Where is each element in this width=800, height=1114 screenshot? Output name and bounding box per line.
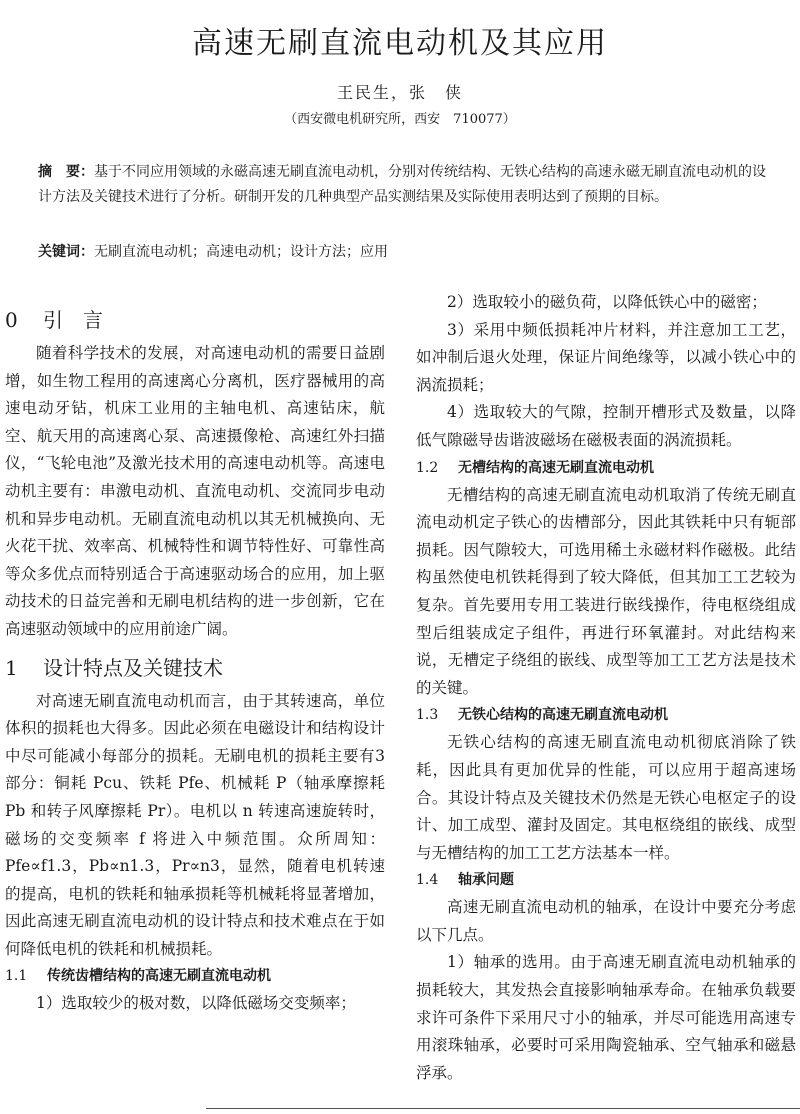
keywords (38, 240, 768, 265)
keywords-label: 关键词： (38, 244, 94, 260)
list-item-4: 4）选取较大的气隙，控制开槽形式及数量，以降低气隙磁导齿谐波磁场在磁极表面的涡流损耗。 (416, 403, 796, 449)
list-item-1: 1）选取较少的极对数，以降低磁场交变频率； (36, 994, 356, 1013)
section-1-3-heading (416, 702, 796, 729)
section-1-paragraph: 对高速无刷直流电动机而言，由于其转速高，单位体积的损耗也大得多。因此必须在电磁设计和结构设计中尽可能减小每部分的损耗。无刷电机的损耗主要有3部分：铜耗 Pcu、铁耗 Pfe、机械耗 P（轴承摩擦耗 Pb 和转子风摩擦耗 Pr）。电机以 n 转速高速旋转时，磁场的交变频率 f 将进入中频范围。众所周知：Pfe∝f1.3，Pb∝n1.3，Pr∝n3，显然，随着电机转速的提高，电机的铁耗和轴承损耗等机械耗将显著增加，因此高速无刷直流电动机的设计特点和技术难点在于如何降低电机的铁耗和机械损耗。 (5, 691, 385, 958)
intro-paragraph: 随着科学技术的发展，对高速电动机的需要日益剧增，如生物工程用的高速离心分离机，医疗器械用的高速电动牙钻，机床工业用的主轴电机、高速钻床，航空、航天用的高速离心泵、高速摄像枪、高速红外扫描仪，“飞轮电池”及激光技术用的高速电动机等。高速电动机主要有：串激电动机、直流电动机、交流同步电动机和异步电动机。无刷直流电动机以其无机械换向、无火花干扰、效率高、机械特性和调节特性好、可靠性高等众多优点而特别适合于高速驱动场合的应用，加上驱动技术的日益完善和无刷电机结构的进一步创新，它在高速驱动领域中的应用前途广阔。 (5, 344, 385, 638)
section-1-4-paragraph-2: 1）轴承的选用。由于高速无刷直流电动机轴承的损耗较大，其发热会直接影响轴承寿命。在轴承负载要求许可条件下采用尺寸小的轴承，并尽可能选用高速专用滚珠轴承，必要时可采用陶瓷轴承、空气轴承和磁悬浮承。 (416, 953, 796, 1082)
section-title: 传统齿槽结构的高速无刷直流电动机 (47, 968, 271, 985)
section-1-4-heading (416, 867, 796, 894)
section-number: 1.1 (5, 968, 28, 985)
section-0-heading (5, 300, 385, 340)
list-item-2: 2）选取较小的磁负荷，以降低铁心中的磁密； (447, 293, 767, 311)
section-1-2-paragraph: 无槽结构的高速无刷直流电动机取消了传统无刷直流电动机定子铁心的齿槽部分，因此其铁耗中只有轭部损耗。因气隙较大，可选用稀土永磁材料作磁极。此结构虽然使电机铁耗得到了较大降低，但其加工工艺较为复杂。首先要用专用工装进行嵌线操作，待电枢绕组成型后组装成定子组件，再进行环氧灌封。对此结构来说，无槽定子绕组的嵌线、成型等加工工艺方法是技术的关键。 (416, 485, 796, 697)
section-number: 1.3 (416, 707, 439, 724)
abstract-label: 摘 要： (38, 164, 94, 180)
left-column (5, 300, 385, 1018)
section-title: 轴承问题 (458, 872, 514, 889)
section-title: 无铁心结构的高速无刷直流电动机 (458, 707, 668, 724)
section-number: 1 (5, 655, 18, 680)
keywords-text: 无刷直流电动机；高速电动机；设计方法；应用 (94, 244, 388, 260)
section-number: 1.2 (416, 459, 439, 476)
abstract (38, 160, 768, 210)
section-1-4-paragraph: 高速无刷直流电动机的轴承，在设计中要充分考虑以下几点。 (416, 898, 796, 944)
authors: 王民生，张 侠 (336, 83, 463, 102)
section-number: 1.4 (416, 872, 439, 889)
section-title: 引 言 (43, 308, 103, 332)
section-1-heading (5, 648, 385, 688)
section-1-2-heading (416, 455, 796, 482)
section-1-1-heading (5, 963, 385, 990)
paper-title: 高速无刷直流电动机及其应用 (192, 26, 608, 61)
section-1-3-paragraph: 无铁心结构的高速无刷直流电动机彻底消除了铁耗，因此具有更加优异的性能，可以应用于超高速场合。其设计特点及关键技术仍然是无铁心电枢定子的设计、加工成型、灌封及固定。其电枢绕组的嵌线、成型与无槽结构的加工工艺方法基本一样。 (416, 733, 796, 862)
section-number: 0 (5, 308, 18, 332)
list-item-3: 3）采用中频低损耗冲片材料，并注意加工工艺，如冲制后退火处理，保证片间绝缘等，以减小铁心中的涡流损耗； (416, 320, 796, 394)
footer-rule (206, 1108, 800, 1109)
right-column (416, 289, 796, 1087)
affiliation: （西安微电机研究所，西安 710077） (284, 112, 516, 127)
section-title: 无槽结构的高速无刷直流电动机 (458, 459, 654, 476)
section-title: 设计特点及关键技术 (43, 655, 223, 680)
abstract-text: 基于不同应用领域的永磁高速无刷直流电动机，分别对传统结构、无铁心结构的高速永磁无刷直流电动机的设计方法及关键技术进行了分析。研制开发的几种典型产品实测结果及实际使用表明达到了预期的目标。 (38, 164, 766, 205)
